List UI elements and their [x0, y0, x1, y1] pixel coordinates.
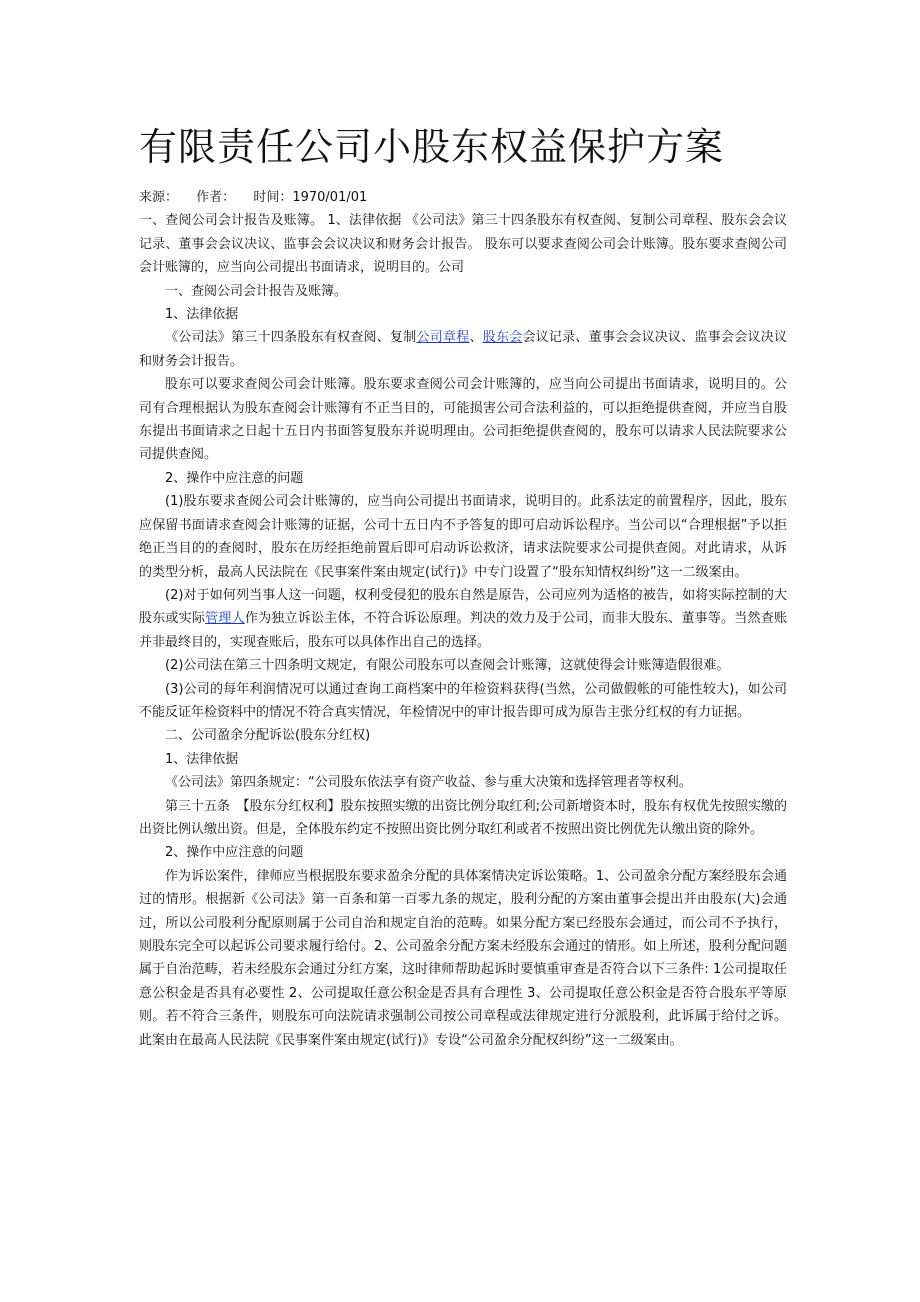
link-company-charter[interactable]: 公司章程 — [416, 330, 470, 346]
subheading-legal-basis-1: 1、法律依据 — [165, 307, 239, 323]
paragraph-article-4: 《公司法》第四条规定：“公司股东依法享有资产收益、参与重大决策和选择管理者等权利。 — [165, 775, 692, 791]
text-segment: 会议记录、董事会会议决议、监事会会议决议和财务会计报告。 — [139, 330, 787, 369]
text-segment: 作为独立诉讼主体，不符合诉讼原理。判决的效力及于公司，而非大股东、董事等。当然查账并非最终目的，实现查账后，股东可以具体作出自己的选择。 — [139, 611, 787, 650]
paragraph-article-34 — [139, 326, 787, 373]
time-label: 时间： — [253, 190, 293, 205]
paragraph-issue-2 — [139, 584, 787, 654]
paragraph-article-35: 第三十五条 【股东分红权利】股东按照实缴的出资比例分取红利;公司新增资本时，股东有权优先按照实缴的出资比例认缴出资。但是，全体股东约定不按照出资比例分取红利或者不按照出资比例优先认缴出资的除外。 — [139, 798, 787, 837]
subheading-issues-2: 2、操作中应注意的问题 — [165, 845, 304, 861]
text-segment: 、 — [469, 330, 483, 346]
source-label: 来源： — [139, 190, 179, 205]
summary-paragraph: 一、查阅公司会计报告及账簿。 1、法律依据 《公司法》第三十四条股东有权查阅、复制公司章程、股东会会议记录、董事会会议决议、监事会会议决议和财务会计报告。 股东可以要求查阅公司会计账簿。股东要求查阅公司会计账簿的，应当向公司提出书面请求，说明目的。公司 — [139, 213, 787, 276]
section-heading-1: 一、查阅公司会计报告及账簿。 — [165, 283, 348, 299]
paragraph-account-books: 股东可以要求查阅公司会计账簿。股东要求查阅公司会计账簿的，应当向公司提出书面请求，说明目的。公司有合理根据认为股东查阅会计账簿有不正当目的，可能损害公司合法利益的，可以拒绝提供查阅，并应当自股东提出书面请求之日起十五日内书面答复股东并说明理由。公司拒绝提供查阅的，股东可以请求人民法院要求公司提供查阅。 — [139, 377, 787, 463]
document-title: 有限责任公司小股东权益保护方案 — [139, 125, 725, 169]
subheading-issues-1: 2、操作中应注意的问题 — [165, 470, 304, 486]
paragraph-issue-3: (3)公司的每年利润情况可以通过查询工商档案中的年检资料获得(当然，公司做假帐的可能性较大)，如公司不能反证年检资料中的情况不符合真实情况，年检情况中的审计报告即可成为原告主张分红权的有力证据。 — [139, 681, 787, 720]
document-page — [139, 118, 787, 1052]
document-meta — [139, 186, 787, 209]
section-heading-2: 二、公司盈余分配诉讼(股东分红权) — [165, 728, 371, 744]
author-label: 作者： — [196, 190, 236, 205]
link-shareholders-meeting[interactable]: 股东会 — [482, 330, 523, 346]
subheading-legal-basis-2: 1、法律依据 — [165, 751, 239, 767]
paragraph-litigation-strategy: 作为诉讼案件，律师应当根据股东要求盈余分配的具体案情决定诉讼策略。1、公司盈余分配方案经股东会通过的情形。根据新《公司法》第一百条和第一百零九条的规定，股利分配的方案由董事会提出并由股东(大)会通过，所以公司股利分配原则属于公司自治和规定自治的范畴。如果分配方案已经股东会通过，而公司不予执行，则股东完全可以起诉公司要求履行给付。2、公司盈余分配方案未经股东会通过的情形。如上所述，股利分配问题属于自治范畴，若未经股东会通过分红方案，这时律师帮助起诉时要慎重审查是否符合以下三条件: 1公司提取任意公积金是否具有必要性 2、公司提取任意公积金是否具有合理性 3、公司提取任意公积金是否符合股东平等原则。若不符合三条件，则股东可向法院请求强制公司按公司章程或法律规定进行分派股利，此诉属于给付之诉。此案由在最高人民法院《民事案件案由规定(试行)》专设“公司盈余分配权纠纷”这一二级案由。 — [139, 868, 787, 1048]
time-value: 1970/01/01 — [292, 190, 368, 205]
link-manager[interactable]: 管理人 — [205, 611, 245, 627]
paragraph-issue-2b: (2)公司法在第三十四条明文规定，有限公司股东可以查阅会计账簿，这就使得会计账簿造假很难。 — [165, 658, 730, 674]
paragraph-issue-1: (1)股东要求查阅公司会计账簿的，应当向公司提出书面请求，说明目的。此系法定的前置程序，因此，股东应保留书面请求查阅会计账簿的证据，公司十五日内不予答复的即可启动诉讼程序。当公司以“合理根据”予以拒绝正当目的的查阅时，股东在历经拒绝前置后即可启动诉讼救济，请求法院要求公司提供查阅。对此请求，从诉的类型分析，最高人民法院在《民事案件案由规定(试行)》中专门设置了“股东知情权纠纷”这一二级案由。 — [139, 494, 787, 580]
text-segment: 《公司法》第三十四条股东有权查阅、复制 — [165, 330, 417, 346]
text-segment: (2)对于如何列当事人这一问题，权利受侵犯的股东自然是原告，公司应列为适格的被告，如将实际控制的大股东或实际 — [139, 587, 787, 627]
